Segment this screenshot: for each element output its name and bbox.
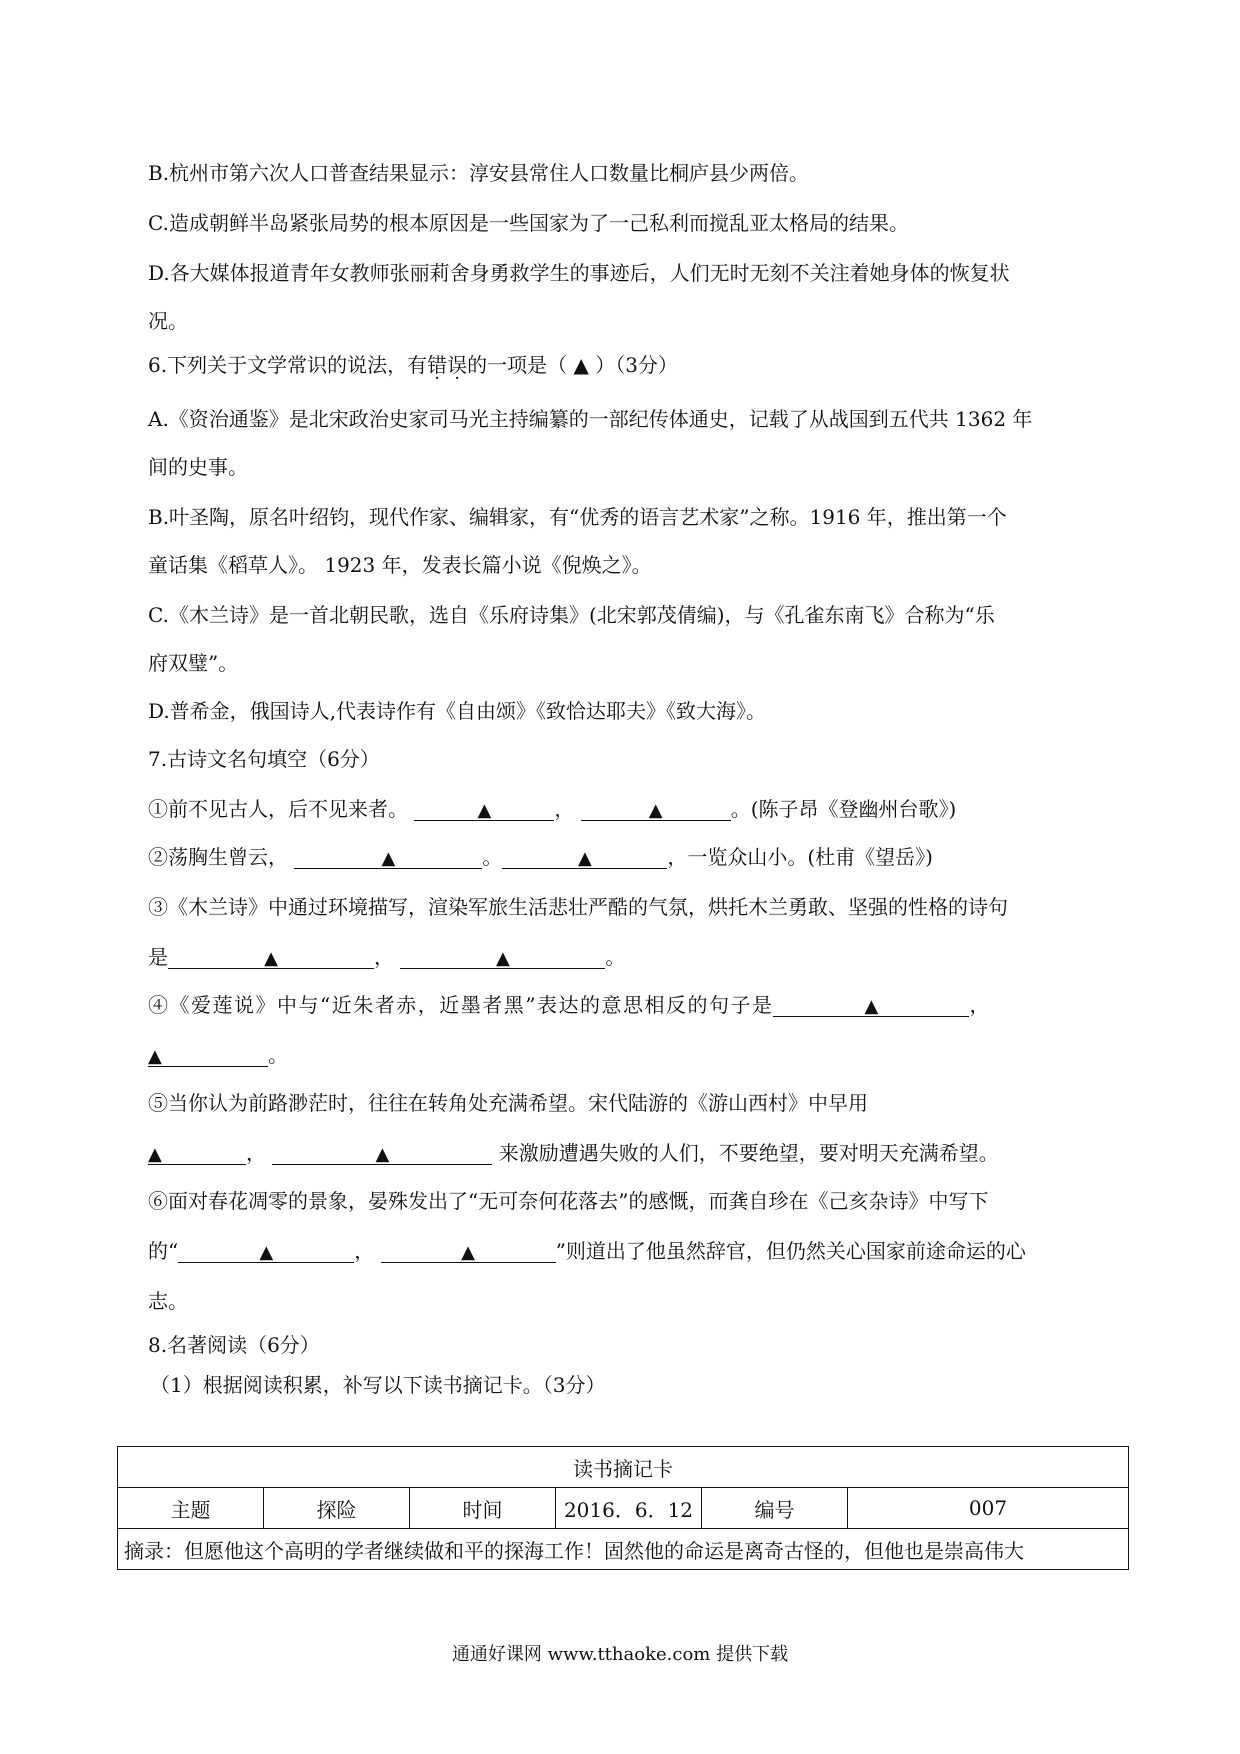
q5-option-c: C.造成朝鲜半岛紧张局势的根本原因是一些国家为了一己私利而搅乱亚太格局的结果。 xyxy=(148,211,909,235)
q6-emphasis-cuo: 错 xyxy=(427,353,448,377)
card-title: 读书摘记卡 xyxy=(118,1447,1129,1488)
q5-option-d-line2: 况。 xyxy=(148,309,188,333)
q6-option-c-line2: 府双璧”。 xyxy=(148,651,239,675)
q6-option-a-line1: A.《资治通鉴》是北宋政治史家司马光主持编纂的一部纪传体通史，记载了从战国到五代共 1362 年 xyxy=(148,407,1033,431)
answer-blank[interactable] xyxy=(148,1040,268,1067)
q7-item4-line1 xyxy=(148,990,989,1020)
triangle-marker: ▲ xyxy=(648,800,663,821)
answer-blank[interactable] xyxy=(581,794,731,821)
card-time-label: 时间 xyxy=(410,1488,556,1529)
period: 。 xyxy=(268,1043,288,1067)
q7-item2 xyxy=(148,842,933,872)
answer-blank[interactable] xyxy=(773,990,969,1017)
triangle-marker: ▲ xyxy=(264,948,278,969)
comma: ， xyxy=(374,945,394,969)
triangle-marker: ▲ xyxy=(259,1242,274,1263)
q8-title: 8.名著阅读（6分） xyxy=(148,1333,320,1357)
triangle-marker: ▲ xyxy=(495,948,510,969)
answer-blank[interactable] xyxy=(178,1236,354,1263)
q7-item5-suffix: 来激励遭遇失败的人们，不要绝望，要对明天充满希望。 xyxy=(498,1141,999,1165)
answer-blank[interactable] xyxy=(381,1236,556,1263)
q7-item6-line2 xyxy=(148,1236,1026,1266)
q7-item6-line3: 志。 xyxy=(148,1289,188,1313)
card-theme-label: 主题 xyxy=(118,1488,264,1529)
answer-blank[interactable] xyxy=(168,942,374,969)
q7-item2-prefix: ②荡胸生曾云， xyxy=(148,845,288,869)
reading-note-card xyxy=(117,1446,1129,1570)
comma: ， xyxy=(969,993,990,1017)
q7-item6-prefix: 的“ xyxy=(148,1239,179,1263)
q7-item3-line1: ③《木兰诗》中通过环境描写，渲染军旅生活悲壮严酷的气氛，烘托木兰勇敢、坚强的性格的诗句 xyxy=(148,895,1008,919)
period: 。 xyxy=(482,845,503,869)
q6-option-a-line2: 间的史事。 xyxy=(148,455,248,479)
q6-emphasis-wu: 误 xyxy=(447,353,468,377)
answer-blank[interactable] xyxy=(294,842,482,869)
comma: ， xyxy=(246,1141,266,1165)
q5-option-b: B.杭州市第六次人口普查结果显示：淳安县常住人口数量比桐庐县少两倍。 xyxy=(148,161,810,185)
comma: ， xyxy=(354,1239,375,1263)
card-theme-value: 探险 xyxy=(264,1488,410,1529)
q7-item3-line2 xyxy=(148,942,625,972)
q7-item1-prefix: ①前不见古人，后不见来者。 xyxy=(148,797,408,821)
q7-item1 xyxy=(148,794,956,824)
triangle-marker: ▲ xyxy=(864,996,879,1017)
card-number-value: 007 xyxy=(848,1488,1129,1529)
q7-item5-line1: ⑤当你认为前路渺茫时，往往在转角处充满希望。宋代陆游的《游山西村》中早用 xyxy=(148,1091,868,1115)
q7-item3-prefix: 是 xyxy=(148,945,168,969)
card-time-value: 2016．6．12 xyxy=(556,1488,702,1529)
q7-item5-line2 xyxy=(148,1138,999,1168)
q6-stem xyxy=(148,350,678,380)
triangle-marker: ▲ xyxy=(477,800,492,821)
answer-blank[interactable] xyxy=(502,842,667,869)
card-number-label: 编号 xyxy=(702,1488,848,1529)
q6-option-c-line1: C.《木兰诗》是一首北朝民歌，选自《乐府诗集》(北宋郭茂倩编)，与《孔雀东南飞》合称为“乐 xyxy=(148,603,995,627)
q7-item4-line2 xyxy=(148,1040,288,1070)
answer-blank[interactable] xyxy=(414,794,554,821)
q6-option-b-line1: B.叶圣陶，原名叶绍钧，现代作家、编辑家，有“优秀的语言艺术家”之称。1916 年，推出第一个 xyxy=(148,505,1007,529)
triangle-marker: ▲ xyxy=(375,1144,390,1165)
q6-option-d: D.普希金，俄国诗人,代表诗作有《自由颂》《致恰达耶夫》《致大海》。 xyxy=(148,699,767,723)
q7-title: 7.古诗文名句填空（6分） xyxy=(148,747,380,771)
comma: ， xyxy=(554,797,575,821)
q6-stem-after: 的一项是（ ▲ ）（3分） xyxy=(467,353,678,377)
triangle-marker: ▲ xyxy=(148,1046,162,1067)
answer-blank[interactable] xyxy=(400,942,605,969)
triangle-marker: ▲ xyxy=(577,848,592,869)
q7-item1-suffix: 。(陈子昂《登幽州台歌》) xyxy=(730,797,957,821)
answer-blank[interactable] xyxy=(148,1138,246,1165)
q6-stem-before: 6.下列关于文学常识的说法，有 xyxy=(148,353,428,377)
q7-item6-line1: ⑥面对春花凋零的景象，晏殊发出了“无可奈何花落去”的感慨，而龚自珍在《己亥杂诗》中写下 xyxy=(148,1189,989,1213)
period: 。 xyxy=(605,945,626,969)
card-excerpt: 摘录：但愿他这个高明的学者继续做和平的探海工作！固然他的命运是离奇古怪的，但他也是崇高伟大 xyxy=(118,1529,1129,1570)
q8-sub1: （1）根据阅读积累，补写以下读书摘记卡。（3分） xyxy=(150,1373,606,1397)
q7-item4-text: ④《爱莲说》中与“近朱者赤，近墨者黑”表达的意思相反的句子是 xyxy=(148,993,774,1017)
answer-blank[interactable] xyxy=(272,1138,492,1165)
triangle-marker: ▲ xyxy=(148,1144,162,1165)
q7-item2-suffix: ，一览众山小。(杜甫《望岳》) xyxy=(667,845,933,869)
footer-watermark: 通通好课网 www.tthaoke.com 提供下载 xyxy=(451,1644,789,1665)
q7-item6-suffix: ”则道出了他虽然辞官，但仍然关心国家前途命运的心 xyxy=(555,1239,1026,1263)
triangle-marker: ▲ xyxy=(461,1242,476,1263)
q5-option-d-line1: D.各大媒体报道青年女教师张丽莉舍身勇救学生的事迹后，人们无时无刻不关注着她身体的恢复状 xyxy=(148,261,1010,285)
q6-option-b-line2: 童话集《稻草人》。 1923 年，发表长篇小说《倪焕之》。 xyxy=(148,553,652,577)
triangle-marker: ▲ xyxy=(381,848,396,869)
